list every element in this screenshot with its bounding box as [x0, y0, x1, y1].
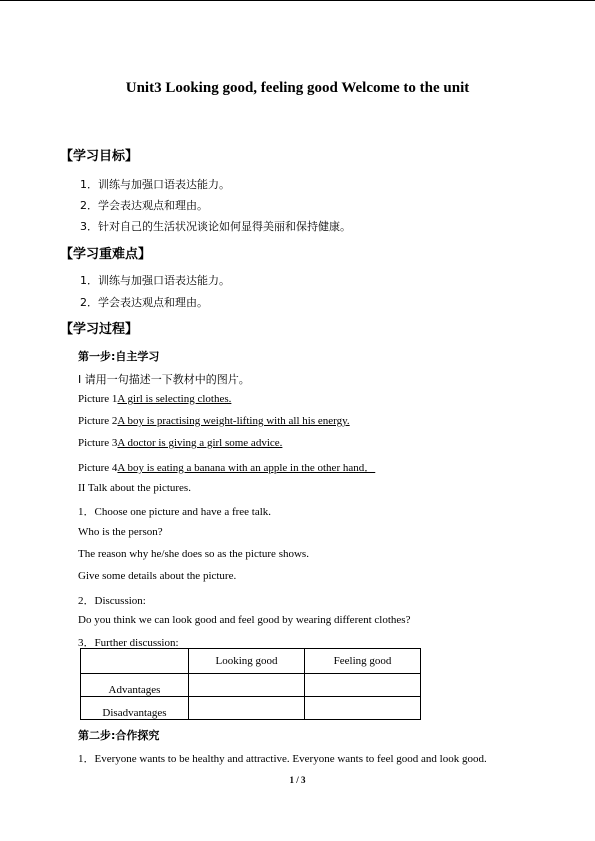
picture-line: [78, 437, 282, 449]
picture-answer: A boy is eating a banana with an apple in the other hand．: [117, 462, 376, 474]
task1-instruction: I 请用一句描述一下教材中的图片。: [78, 373, 250, 386]
question-1c: Give some details about the picture.: [78, 570, 237, 582]
task2-instruction: II Talk about the pictures.: [78, 482, 191, 494]
key-points-heading: 【学习重难点】: [60, 247, 152, 262]
goal-item: 1．训练与加强口语表达能力。: [80, 178, 230, 191]
picture-line: [78, 459, 375, 475]
goal-item: 2．学会表达观点和理由。: [80, 199, 208, 212]
key-point-item: 1．训练与加强口语表达能力。: [80, 274, 230, 287]
picture-answer: A boy is practising weight-lifting with all his energy.: [117, 415, 350, 427]
table-cell: [189, 674, 305, 697]
table-row-label: Advantages: [81, 674, 189, 697]
picture-label: Picture 4: [78, 462, 118, 474]
question-2a: Do you think we can look good and feel good by wearing different clothes?: [78, 614, 411, 626]
table-header-cell: [81, 649, 189, 674]
picture-label: Picture 3: [78, 437, 118, 449]
question-2: 2．Discussion:: [78, 595, 146, 607]
table-cell: [305, 674, 421, 697]
question-3: 3．Further discussion:: [78, 637, 179, 649]
page-number: 1 / 3: [289, 775, 306, 785]
table-row: [81, 697, 421, 720]
goals-heading: 【学习目标】: [60, 149, 139, 164]
discussion-table: [80, 648, 421, 720]
step2-question-1: 1．Everyone wants to be healthy and attractive. Everyone wants to feel good and look good.: [78, 753, 487, 765]
question-1a: Who is the person?: [78, 526, 163, 538]
step2-heading: 第二步:合作探究: [78, 729, 160, 742]
table-header-row: [81, 649, 421, 674]
picture-line: [78, 415, 350, 427]
table-header-cell: Looking good: [189, 649, 305, 674]
question-1b: The reason why he/she does so as the picture shows.: [78, 548, 309, 560]
process-heading: 【学习过程】: [60, 322, 139, 337]
table-row-label: Disadvantages: [81, 697, 189, 720]
table-cell: [305, 697, 421, 720]
picture-answer: A doctor is giving a girl some advice.: [117, 437, 283, 449]
key-point-item: 2．学会表达观点和理由。: [80, 296, 208, 309]
goal-item: 3．针对自己的生活状况谈论如何显得美丽和保持健康。: [80, 220, 351, 233]
step1-heading: 第一步:自主学习: [78, 350, 160, 363]
picture-label: Picture 2: [78, 415, 118, 427]
picture-answer: A girl is selecting clothes.: [117, 393, 232, 405]
table-row: [81, 674, 421, 697]
table-header-cell: Feeling good: [305, 649, 421, 674]
table-cell: [189, 697, 305, 720]
question-1: 1．Choose one picture and have a free talk.: [78, 506, 272, 518]
picture-label: Picture 1: [78, 393, 118, 405]
header-rule: [0, 0, 595, 1]
picture-line: [78, 393, 231, 405]
page-title: Unit3 Looking good, feeling good Welcome to the unit: [125, 80, 470, 96]
